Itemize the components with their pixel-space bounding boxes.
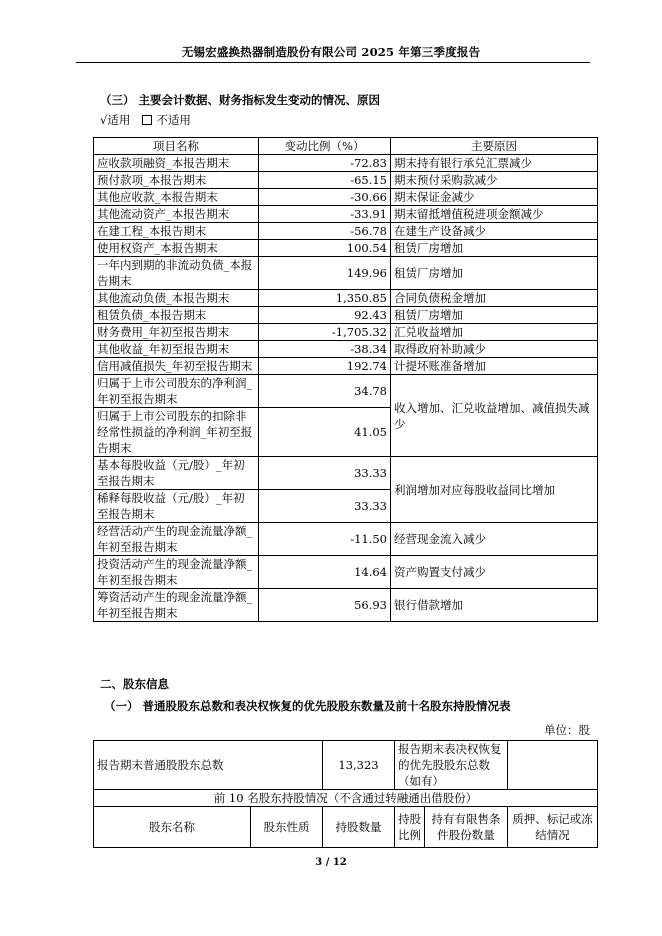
unit-label: 单位：股 <box>544 723 590 737</box>
change-ratio: -11.50 <box>259 523 391 556</box>
table-row <box>94 307 598 324</box>
table-row <box>94 523 598 556</box>
table-row <box>94 172 598 189</box>
column-header: 质押、标记或冻结情况 <box>508 807 598 848</box>
column-header: 持股比例 <box>395 807 425 848</box>
table-row <box>94 223 598 240</box>
change-ratio: -33.91 <box>259 206 391 223</box>
item-name: 预付款项_本报告期末 <box>94 172 259 189</box>
summary-row <box>94 741 598 790</box>
item-name: 投资活动产生的现金流量净额_年初至报告期末 <box>94 556 259 589</box>
change-ratio: -30.66 <box>259 189 391 206</box>
main-reason: 租赁厂房增加 <box>391 257 598 290</box>
change-ratio: -1,705.32 <box>259 324 391 341</box>
item-name: 使用权资产_本报告期末 <box>94 240 259 257</box>
main-reason: 期末持有银行承兑汇票减少 <box>391 155 598 172</box>
top10-caption-row <box>94 790 598 807</box>
item-name: 经营活动产生的现金流量净额_年初至报告期末 <box>94 523 259 556</box>
part-heading: 二、股东信息 <box>100 677 169 691</box>
item-name: 其他流动负债_本报告期末 <box>94 290 259 307</box>
item-name: 其他收益_年初至报告期末 <box>94 341 259 358</box>
item-name: 归属于上市公司股东的净利润_年初至报告期末 <box>94 375 259 408</box>
main-reason: 汇兑收益增加 <box>391 324 598 341</box>
table-row <box>94 189 598 206</box>
main-reason: 合同负债税金增加 <box>391 290 598 307</box>
change-ratio: -65.15 <box>259 172 391 189</box>
main-reason: 计提坏账准备增加 <box>391 358 598 375</box>
item-name: 应收款项融资_本报告期末 <box>94 155 259 172</box>
column-header: 项目名称 <box>94 138 259 155</box>
change-ratio: -56.78 <box>259 223 391 240</box>
table-row <box>94 257 598 290</box>
main-reason: 租赁厂房增加 <box>391 307 598 324</box>
change-ratio: 33.33 <box>259 490 391 523</box>
table-row <box>94 375 598 408</box>
shareholder-table <box>93 740 598 848</box>
change-ratio: 41.05 <box>259 408 391 457</box>
header-divider <box>76 62 590 63</box>
table-row <box>94 556 598 589</box>
main-reason-merged: 收入增加、汇兑收益增加、减值损失减少 <box>391 375 598 457</box>
column-header: 变动比例（%） <box>259 138 391 155</box>
change-ratio: 92.43 <box>259 307 391 324</box>
change-ratio: 33.33 <box>259 457 391 490</box>
item-name: 租赁负债_本报告期末 <box>94 307 259 324</box>
change-ratio: -72.83 <box>259 155 391 172</box>
table-row <box>94 240 598 257</box>
main-reason-merged: 利润增加对应每股收益同比增加 <box>391 457 598 523</box>
top10-caption: 前 10 名股东持股情况（不含通过转融通出借股份） <box>94 790 598 807</box>
section-heading: （三） 主要会计数据、财务指标发生变动的情况、原因 <box>100 93 381 107</box>
item-name: 其他流动资产_本报告期末 <box>94 206 259 223</box>
applicability-options <box>100 112 195 128</box>
item-name: 基本每股收益（元/股）_年初至报告期末 <box>94 457 259 490</box>
main-reason: 租赁厂房增加 <box>391 240 598 257</box>
table-row <box>94 589 598 622</box>
change-ratio: 14.64 <box>259 556 391 589</box>
main-reason: 经营现金流入减少 <box>391 523 598 556</box>
total-shareholders-value: 13,323 <box>323 741 395 790</box>
column-header: 股东性质 <box>251 807 323 848</box>
column-header: 主要原因 <box>391 138 598 155</box>
change-reasons-table <box>93 137 598 622</box>
item-name: 其他应收款_本报告期末 <box>94 189 259 206</box>
main-reason: 期末留抵增值税进项金额减少 <box>391 206 598 223</box>
change-ratio: 149.96 <box>259 257 391 290</box>
change-ratio: 1,350.85 <box>259 290 391 307</box>
item-name: 归属于上市公司股东的扣除非经常性损益的净利润_年初至报告期末 <box>94 408 259 457</box>
column-header: 持股数量 <box>323 807 395 848</box>
main-reason: 资产购置支付减少 <box>391 556 598 589</box>
item-name: 信用减值损失_年初至报告期末 <box>94 358 259 375</box>
table-row <box>94 457 598 490</box>
total-shareholders-label: 报告期末普通股股东总数 <box>94 741 323 790</box>
change-ratio: -38.34 <box>259 341 391 358</box>
table-header-row <box>94 138 598 155</box>
not-applicable-label: 不适用 <box>156 113 191 127</box>
page-number: 3 / 12 <box>315 857 347 868</box>
main-reason: 银行借款增加 <box>391 589 598 622</box>
main-reason: 取得政府补助减少 <box>391 341 598 358</box>
item-name: 稀释每股收益（元/股）_年初至报告期末 <box>94 490 259 523</box>
main-reason: 在建生产设备减少 <box>391 223 598 240</box>
preferred-shareholders-value <box>508 741 598 790</box>
table-row <box>94 358 598 375</box>
unchecked-box-icon <box>142 115 152 125</box>
table-row <box>94 341 598 358</box>
main-reason: 期末预付采购款减少 <box>391 172 598 189</box>
change-ratio: 100.54 <box>259 240 391 257</box>
table-row <box>94 206 598 223</box>
main-reason: 期末保证金减少 <box>391 189 598 206</box>
item-name: 财务费用_年初至报告期末 <box>94 324 259 341</box>
item-name: 一年内到期的非流动负债_本报告期末 <box>94 257 259 290</box>
item-name: 筹资活动产生的现金流量净额_年初至报告期末 <box>94 589 259 622</box>
change-ratio: 192.74 <box>259 358 391 375</box>
table-row <box>94 324 598 341</box>
change-ratio: 34.78 <box>259 375 391 408</box>
table-row <box>94 155 598 172</box>
report-header-title: 无锡宏盛换热器制造股份有限公司 2025 年第三季度报告 <box>181 45 481 59</box>
applicable-checked-label: √适用 <box>100 113 131 127</box>
item-name: 在建工程_本报告期末 <box>94 223 259 240</box>
table-row <box>94 290 598 307</box>
sub-section-heading: （一） 普通股股东总数和表决权恢复的优先股股东数量及前十名股东持股情况表 <box>104 699 511 713</box>
column-header: 持有有限售条件股份数量 <box>425 807 508 848</box>
change-ratio: 56.93 <box>259 589 391 622</box>
column-header: 股东名称 <box>94 807 251 848</box>
table-header-row <box>94 807 598 848</box>
preferred-shareholders-label: 报告期末表决权恢复的优先股股东总数（如有） <box>395 741 508 790</box>
